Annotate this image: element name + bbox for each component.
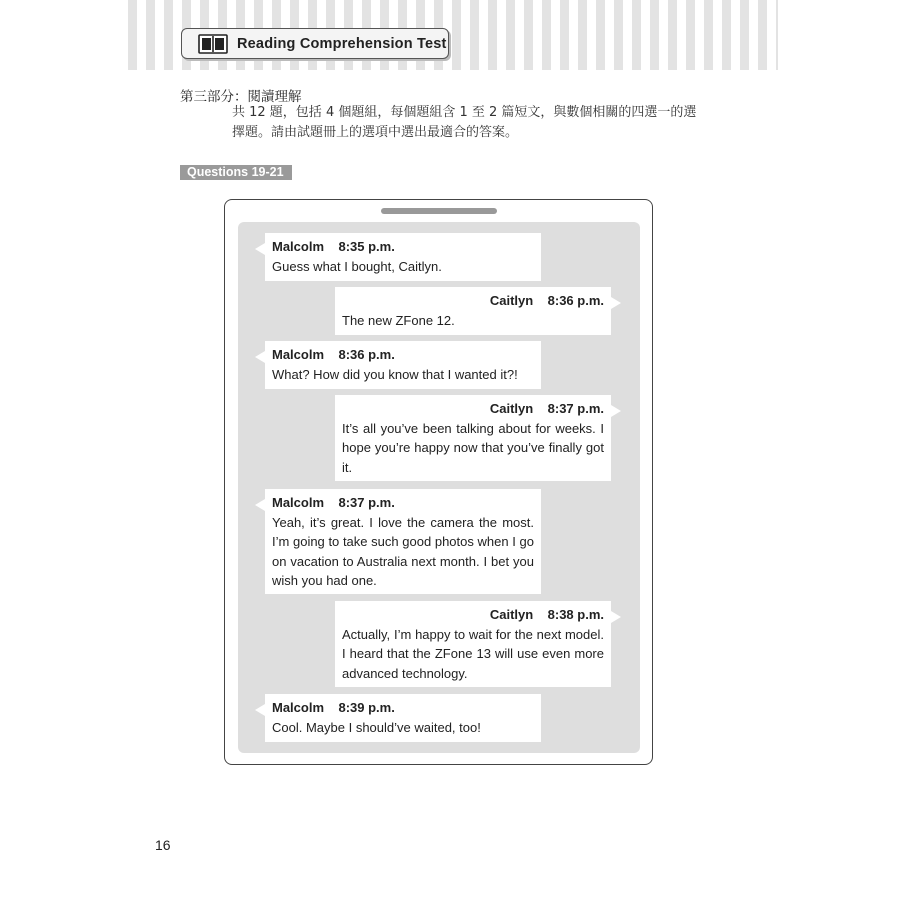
- message-sender: Malcolm: [272, 239, 325, 254]
- page-number: 16: [155, 837, 171, 853]
- header-title: Reading Comprehension Test: [237, 35, 447, 52]
- questions-label: Questions 19-21: [180, 165, 292, 180]
- message-text: Guess what I bought, Caitlyn.: [272, 258, 442, 274]
- message-sender: Caitlyn: [489, 401, 534, 416]
- section-instructions: 共 12 題，包括 4 個題組，每個題組含 1 至 2 篇短文，與數個相關的四選一的選擇題。請由試題冊上的選項中選出最適合的答案。: [232, 105, 697, 140]
- message-text: What? How did you know that I wanted it?!: [272, 366, 518, 382]
- chat-message: [265, 233, 541, 281]
- chat-message: [265, 489, 541, 594]
- message-text: Cool. Maybe I should’ve waited, too!: [272, 719, 481, 735]
- message-time: 8:38 p.m.: [547, 607, 604, 622]
- message-text: Yeah, it’s great. I love the camera the most. I’m going to take such good photos when I go on vacation to Australia next month. I bet you wish you had one.: [272, 514, 534, 588]
- open-book-icon: [198, 34, 228, 54]
- message-sender: Malcolm: [272, 347, 325, 362]
- phone-frame: [224, 199, 653, 765]
- section-header-tab: [181, 28, 449, 59]
- section-heading: 第三部分：閱讀理解: [180, 89, 302, 105]
- chat-message: [335, 395, 611, 481]
- message-sender: Malcolm: [272, 495, 325, 510]
- message-time: 8:35 p.m.: [338, 239, 395, 254]
- message-text: It’s all you’ve been talking about for weeks. I hope you’re happy now that you’ve finally got it.: [342, 420, 604, 475]
- message-text: The new ZFone 12.: [342, 312, 455, 328]
- message-sender: Caitlyn: [489, 607, 534, 622]
- chat-message: [265, 341, 541, 389]
- chat-message: [265, 694, 541, 742]
- message-time: 8:37 p.m.: [547, 401, 604, 416]
- message-time: 8:36 p.m.: [338, 347, 395, 362]
- message-time: 8:37 p.m.: [338, 495, 395, 510]
- message-time: 8:39 p.m.: [338, 700, 395, 715]
- message-sender: Caitlyn: [489, 293, 534, 308]
- phone-speaker: [381, 208, 497, 214]
- message-sender: Malcolm: [272, 700, 325, 715]
- message-time: 8:36 p.m.: [547, 293, 604, 308]
- message-text: Actually, I’m happy to wait for the next model. I heard that the ZFone 13 will use even more advanced technology.: [342, 626, 604, 681]
- chat-screen: [238, 222, 640, 753]
- chat-message: [335, 601, 611, 687]
- chat-message: [335, 287, 611, 335]
